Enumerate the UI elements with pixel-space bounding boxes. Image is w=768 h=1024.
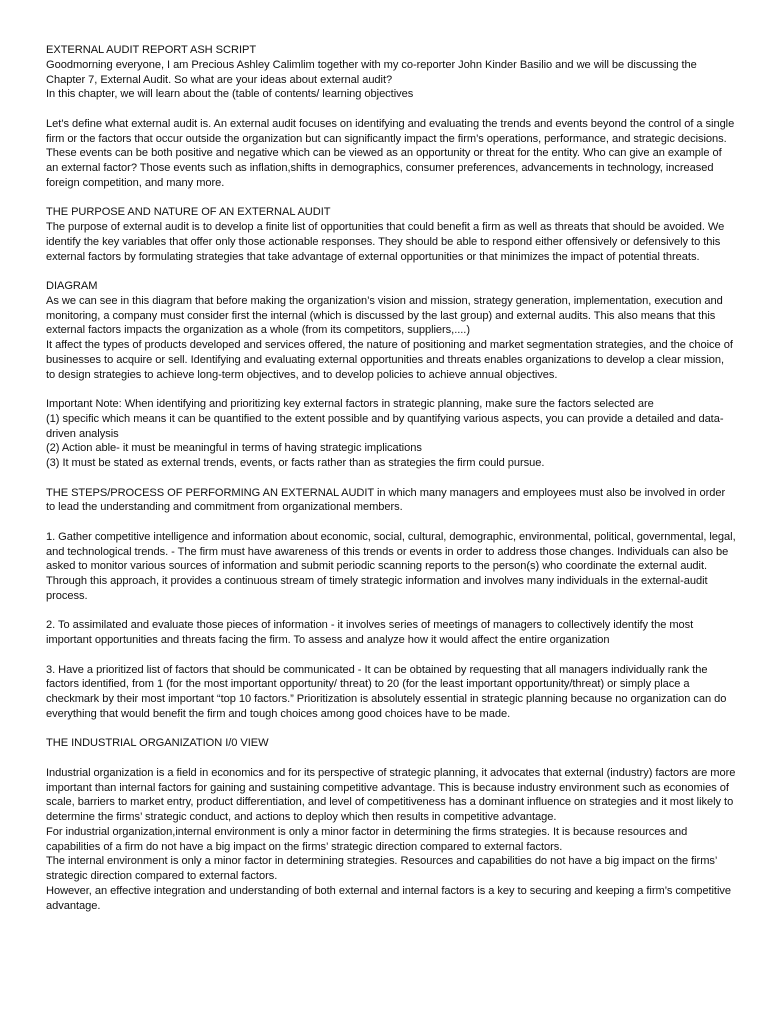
paragraph-gap <box>46 751 736 766</box>
io-paragraph: However, an effective integration and understanding of both external and internal factors is a key to securing and keeping a firm’s competitive advantage. <box>46 884 731 912</box>
paragraph-gap <box>46 515 736 530</box>
purpose-paragraph: The purpose of external audit is to develop a finite list of opportunities that could benefit a firm as well as threats that should be avoided. We identify the key variables that offer only those actionable responses. They should be able to respond either offensively or defensively to this external factors by formulating strategies that take advantage of external opportunities or that minimizes the impact of potential threats. <box>46 221 725 263</box>
step-paragraph: 3. Have a prioritized list of factors that should be communicated - It can be obtained by requesting that all managers individually rank the factors identified, from 1 (for the most important opportunity/ threat) to 20 (for the least important opportunity/threat) or simply place a checkmark by their most important “top 10 factors.” Prioritization is absolutely essential in strategic planning because no organization can do everything that would benefit the firm and tough choices among good choices have to be made. <box>46 663 727 720</box>
io-paragraph: The internal environment is only a minor factor in determining strategies. Resources and capabilities do not have a big impact on the firms’ strategic direction compared to external factors. <box>46 855 717 882</box>
steps-heading: THE STEPS/PROCESS OF PERFORMING AN EXTERNAL AUDIT in which many managers and employees must also be involved in order to lead the understanding and commitment from organizational members. <box>46 486 726 514</box>
paragraph-gap <box>46 648 736 663</box>
io-paragraph: Industrial organization is a field in economics and for its perspective of strategic planning, it advocates that external (industry) factors are more important than internal factors for gaining and sustaining competitive advantage. This is because industry environment such as economies of scale, barriers to market entry, product differentiation, and level of competitiveness has a dominant influence on strategies and it most likely to determine the firms’ strategic conduct, and actions to deploy which then results in competitive advantage. <box>46 766 736 823</box>
document-page <box>46 43 736 913</box>
diagram-paragraph: As we can see in this diagram that before making the organization’s vision and mission, strategy generation, implementation, execution and monitoring, a company must consider first the internal (which is discussed by the last group) and external audits. This also means that this external factors impacts the organization as a whole (from its competitors, suppliers,....) <box>46 294 723 337</box>
paragraph-gap <box>46 604 736 619</box>
paragraph-gap <box>46 102 736 117</box>
paragraph-gap <box>46 471 736 486</box>
diagram-paragraph: It affect the types of products developed and services offered, the nature of positioning and market segmentation strategies, and the choice of businesses to acquire or sell. Identifying and evaluating external opportunities and threats enables organizations to develop a clear mission, to design strategies to achieve long-term objectives, and to develop policies to achieve annual objectives. <box>46 339 733 381</box>
note-item: (3) It must be stated as external trends, events, or facts rather than as strategies the firm could pursue. <box>46 457 545 469</box>
purpose-heading: THE PURPOSE AND NATURE OF AN EXTERNAL AUDIT <box>46 206 331 219</box>
note-item: (1) specific which means it can be quantified to the extent possible and by quantifying various aspects, you can provide a detailed and data-driven analysis <box>46 412 724 440</box>
step-paragraph: 2. To assimilated and evaluate those pieces of information - it involves series of meetings of managers to collectively identify the most important opportunities and threats facing the firm. To assess and analyze how it would affect the entire organization <box>46 619 694 646</box>
document-title: EXTERNAL AUDIT REPORT ASH SCRIPT <box>46 44 257 56</box>
definition-paragraph: Let’s define what external audit is. An external audit focuses on identifying and evaluating the trends and events beyond the control of a single firm or the factors that occur outside the organization but can significantly impact the firm’s operations, performance, and strategic decisions. These events can be both positive and negative which can be viewed as an opportunity or threat for the entity. Who can give an example of an external factor? Those events such as inflation,shifts in demographics, consumer preferences, advancements in technology, increased foreign competition, and many more. <box>46 117 735 189</box>
paragraph-gap <box>46 382 736 397</box>
intro-paragraph: Goodmorning everyone, I am Precious Ashley Calimlim together with my co-reporter John Kinder Basilio and we will be discussing the Chapter 7, External Audit. So what are your ideas about external audit? <box>46 58 697 86</box>
paragraph-gap <box>46 191 736 206</box>
intro-paragraph: In this chapter, we will learn about the (table of contents/ learning objectives <box>46 88 414 101</box>
step-paragraph: 1. Gather competitive intelligence and information about economic, social, cultural, demographic, environmental, political, governmental, legal, and technological trends. - The firm must have awareness of this trends or events in order to address those changes. Individuals can also be asked to monitor various sources of information and submit periodic scanning reports to the person(s) who coordinate the external audit. Through this approach, it provides a continuous stream of timely strategic information and involves many individuals in the external-audit process. <box>46 530 736 602</box>
note-item: (2) Action able- it must be meaningful in terms of having strategic implications <box>46 442 422 455</box>
io-heading: THE INDUSTRIAL ORGANIZATION I/0 VIEW <box>46 737 269 750</box>
diagram-heading: DIAGRAM <box>46 280 98 292</box>
paragraph-gap <box>46 722 736 737</box>
io-paragraph: For industrial organization,internal environment is only a minor factor in determining the firms strategies. It is because resources and capabilities of a firm do not have a big impact on the firms’ strategic direction compared to external factors. <box>46 825 688 853</box>
note-intro: Important Note: When identifying and prioritizing key external factors in strategic planning, make sure the factors selected are <box>46 398 654 410</box>
paragraph-gap <box>46 264 736 279</box>
